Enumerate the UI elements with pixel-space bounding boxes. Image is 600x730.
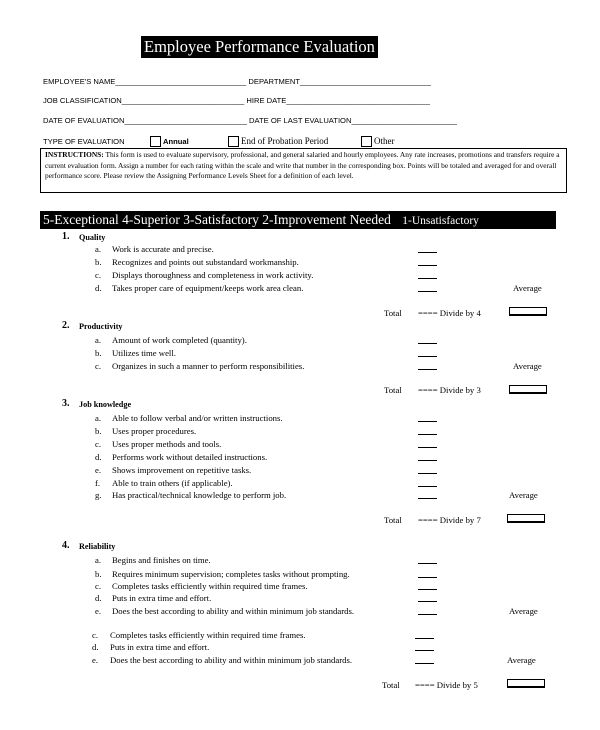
section-number: 3. (62, 398, 70, 409)
item-letter: b. (95, 257, 102, 267)
item-letter: c. (95, 361, 102, 371)
divide-label: ==== Divide by 3 (418, 385, 481, 395)
score-blank[interactable] (415, 630, 434, 639)
rating-scale-bar (40, 211, 556, 229)
item-text: Uses proper methods and tools. (112, 439, 222, 449)
section-title-job-knowledge: Job knowledge (79, 400, 132, 409)
score-blank[interactable] (418, 581, 437, 590)
item-text: Uses proper procedures. (112, 426, 197, 436)
field-blank[interactable]: _________________________ (351, 116, 458, 125)
divide-label: ==== Divide by 4 (418, 308, 481, 318)
item-letter: e. (92, 655, 99, 665)
item-text: Able to train others (if applicable). (112, 478, 233, 488)
item-letter: a. (95, 413, 102, 423)
item-text: Puts in extra time and effort. (112, 593, 212, 603)
average-label: Average (509, 606, 538, 616)
average-box[interactable] (507, 679, 545, 688)
score-blank[interactable] (418, 426, 437, 435)
item-text: Does the best according to ability and within minimum job standards. (110, 655, 353, 665)
item-text: Organizes in such a manner to perform responsibilities. (112, 361, 305, 371)
field-blank[interactable]: _____________________________ (121, 96, 245, 105)
item-text: Displays thoroughness and completeness in work activity. (112, 270, 314, 280)
item-letter: a. (95, 244, 102, 254)
item-letter: d. (95, 283, 102, 293)
item-letter: c. (95, 439, 102, 449)
field-label: HIRE DATE (246, 96, 287, 105)
field-blank[interactable]: __________________________________ (286, 96, 430, 105)
instructions-box (40, 148, 567, 193)
score-blank[interactable] (418, 439, 437, 448)
section-title-productivity: Productivity (79, 322, 123, 331)
score-blank[interactable] (418, 348, 437, 357)
item-letter: g. (95, 490, 102, 500)
item-text: Recognizes and points out substandard workmanship. (112, 257, 299, 267)
average-box[interactable] (509, 307, 547, 316)
instructions-heading: INSTRUCTIONS: (45, 150, 104, 159)
item-letter: c. (95, 270, 102, 280)
item-text: Completes tasks efficiently within required time frames. (110, 630, 306, 640)
score-blank[interactable] (418, 361, 437, 370)
score-blank[interactable] (418, 569, 437, 578)
annual-option-label: Annual (163, 137, 189, 146)
item-text: Does the best according to ability and within minimum job standards. (112, 606, 355, 616)
item-text: Amount of work completed (quantity). (112, 335, 247, 345)
other-option-label: Other (374, 136, 395, 146)
item-letter: d. (95, 593, 102, 603)
page-title: Employee Performance Evaluation (141, 36, 378, 58)
item-letter: d. (92, 642, 99, 652)
annual-checkbox[interactable] (150, 136, 161, 147)
field-label: EMPLOYEE'S NAME (43, 77, 116, 86)
item-text: Has practical/technical knowledge to perform job. (112, 490, 287, 500)
score-blank[interactable] (418, 490, 437, 499)
item-letter: e. (95, 606, 102, 616)
field-blank[interactable]: _______________________________ (115, 77, 247, 86)
evaluation-type-label: TYPE OF EVALUATION (43, 137, 125, 146)
score-blank[interactable] (418, 478, 437, 487)
field-label: DEPARTMENT (248, 77, 301, 86)
field-label: DATE OF EVALUATION (43, 116, 125, 125)
section-title-reliability: Reliability (79, 542, 116, 551)
average-label: Average (513, 361, 542, 371)
score-blank[interactable] (418, 270, 437, 279)
item-letter: e. (95, 465, 102, 475)
average-label: Average (513, 283, 542, 293)
item-text: Shows improvement on repetitive tasks. (112, 465, 252, 475)
section-number: 2. (62, 320, 70, 331)
total-label: Total (382, 680, 400, 690)
item-text: Utilizes time well. (112, 348, 176, 358)
total-label: Total (384, 308, 402, 318)
item-text: Work is accurate and precise. (112, 244, 214, 254)
average-box[interactable] (509, 385, 547, 394)
other-checkbox[interactable] (361, 136, 372, 147)
score-blank[interactable] (415, 642, 434, 651)
average-box[interactable] (507, 514, 545, 523)
item-letter: c. (95, 581, 102, 591)
item-letter: b. (95, 348, 102, 358)
divide-label: ==== Divide by 7 (418, 515, 481, 525)
section-title-quality: Quality (79, 233, 106, 242)
score-blank[interactable] (418, 452, 437, 461)
rating-scale-last: 1-Unsatisfactory (402, 215, 479, 227)
job-classification-field[interactable] (43, 96, 430, 106)
score-blank[interactable] (418, 606, 437, 615)
item-text: Able to follow verbal and/or written instructions. (112, 413, 283, 423)
section-number: 1. (62, 231, 70, 242)
item-text: Performs work without detailed instructions. (112, 452, 268, 462)
item-letter: b. (95, 426, 102, 436)
total-label: Total (384, 385, 402, 395)
rating-scale-main: 5-Exceptional 4-Superior 3-Satisfactory 2-Improvement Needed (43, 212, 391, 227)
item-letter: c. (92, 630, 99, 640)
average-label: Average (507, 655, 536, 665)
instructions-text: This form is used to evaluate supervisory, professional, and general salaried and hourly employees. Any rate increases, promotions and transfers require a current evaluation form. Assign a number for each rating within the scale and write that number in the corresponding box. Points will be totaled and averaged for and overall performance score. Please review the Assigning Performance Levels Sheet for a definition of each level. (45, 150, 560, 181)
score-blank[interactable] (418, 335, 437, 344)
field-label: JOB CLASSIFICATION (43, 96, 122, 105)
score-blank[interactable] (418, 555, 437, 564)
item-text: Puts in extra time and effort. (110, 642, 210, 652)
score-blank[interactable] (418, 257, 437, 266)
item-letter: d. (95, 452, 102, 462)
evaluation-date-field[interactable] (43, 116, 457, 126)
divide-label: ==== Divide by 5 (415, 680, 478, 690)
score-blank[interactable] (418, 244, 437, 253)
score-blank[interactable] (418, 413, 437, 422)
probation-checkbox[interactable] (228, 136, 239, 147)
item-text: Takes proper care of equipment/keeps work area clean. (112, 283, 304, 293)
probation-option-label: End of Probation Period (241, 136, 329, 146)
item-letter: a. (95, 555, 102, 565)
total-label: Total (384, 515, 402, 525)
item-letter: a. (95, 335, 102, 345)
item-letter: f. (95, 478, 101, 488)
field-blank[interactable]: _______________________________ (300, 77, 431, 86)
score-blank[interactable] (418, 465, 437, 474)
item-text: Begins and finishes on time. (112, 555, 211, 565)
score-blank[interactable] (418, 593, 437, 602)
section-number: 4. (62, 540, 70, 551)
item-text: Requires minimum supervision; completes tasks without prompting. (112, 569, 350, 579)
item-text: Completes tasks efficiently within required time frames. (112, 581, 308, 591)
employee-name-field[interactable] (43, 77, 431, 87)
score-blank[interactable] (415, 655, 434, 664)
field-label: DATE OF LAST EVALUATION (249, 116, 352, 125)
item-letter: b. (95, 569, 102, 579)
field-blank[interactable]: _____________________________ (124, 116, 247, 125)
average-label: Average (509, 490, 538, 500)
score-blank[interactable] (418, 283, 437, 292)
